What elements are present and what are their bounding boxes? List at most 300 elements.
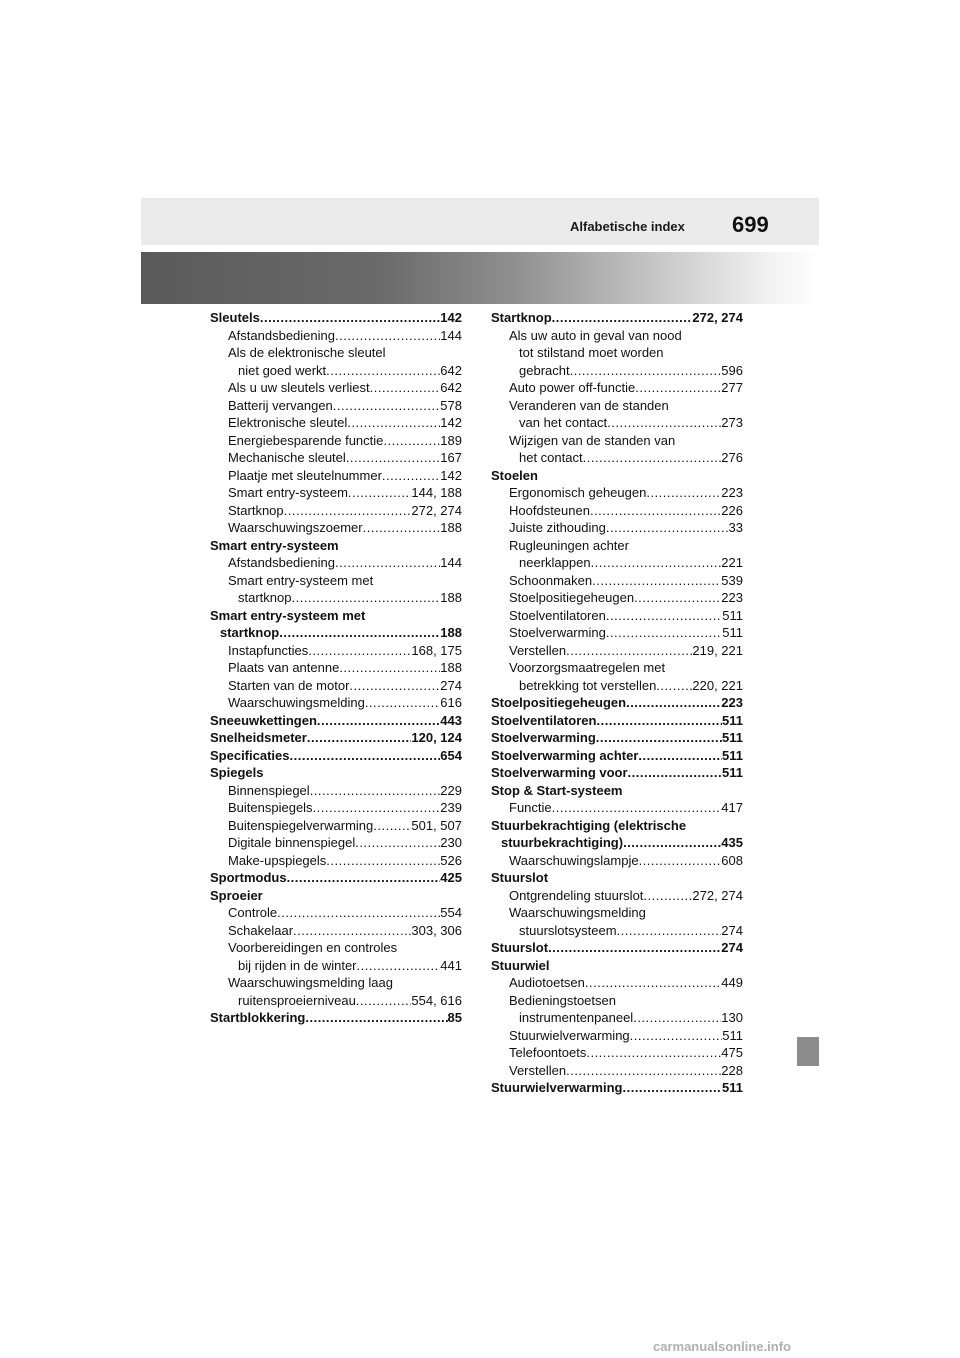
entry-page-ref: 188 [440,590,462,605]
entry-page-ref: 230 [440,835,462,850]
entry-page-ref: 272, 274 [692,887,743,903]
leader-dots [643,887,692,905]
index-heading [491,309,743,327]
entry-page-ref: 144 [440,327,462,343]
entry-text: Stoelventilatoren [509,607,606,623]
entry-text: stuurbekrachtiging) [501,835,624,850]
entry-page-ref: 221 [721,555,743,570]
index-subentry [210,974,462,992]
entry-text: Waarschuwingsmelding laag [228,975,393,990]
index-subentry [210,957,462,975]
gradient-banner [141,252,819,304]
leader-dots [357,957,441,975]
entry-text: Waarschuwingslampje [509,852,639,868]
entry-text: Smart entry-systeem met [210,607,366,623]
entry-text: Spiegels [210,765,264,780]
index-subentry [210,799,462,817]
leader-dots [548,939,721,957]
entry-text: Startknop [228,502,284,518]
leader-dots [349,677,440,695]
leader-dots [291,589,440,607]
index-subentry [491,589,743,607]
entry-text: Afstandsbediening [228,555,335,570]
entry-text: Make-upspiegels [228,852,327,868]
index-subentry [491,537,743,555]
entry-text: Plaatje met sleutelnummer [228,467,382,483]
entry-page-ref: 511 [722,607,743,623]
entry-text: Bedieningstoetsen [509,992,616,1008]
entry-text: Waarschuwingszoemer [228,520,363,535]
index-heading [210,607,462,625]
leader-dots [570,362,722,380]
leader-dots [607,414,721,432]
entry-text: Plaats van antenne [228,660,340,675]
leader-dots [596,712,722,730]
entry-page-ref: 274 [440,677,462,693]
index-heading [210,1009,462,1027]
index-column-left [210,309,462,1027]
index-subentry [491,624,743,642]
leader-dots [370,379,441,397]
leader-dots [596,729,722,747]
index-heading [491,712,743,730]
entry-text: Veranderen van de standen [509,397,669,413]
entry-text: Stoelpositiegeheugen [509,590,635,605]
leader-dots [634,589,721,607]
entry-text: Sportmodus [210,870,287,885]
index-heading [210,624,462,642]
entry-page-ref: 167 [440,450,462,465]
index-subentry [210,659,462,677]
leader-dots [373,817,411,835]
entry-text: Stuurslot [491,870,549,885]
index-subentry [491,1044,743,1062]
entry-text: Schoonmaken [509,572,593,588]
index-subentry [491,1027,743,1045]
leader-dots [606,607,722,625]
leader-dots [639,852,722,870]
entry-page-ref: 642 [440,362,462,378]
leader-dots [606,624,722,642]
index-subentry [491,1062,743,1080]
entry-page-ref: 142 [440,467,462,483]
entry-page-ref: 229 [440,782,462,798]
index-subentry [210,834,462,852]
index-heading [491,1079,743,1097]
index-subentry [491,397,743,415]
index-heading [491,764,743,782]
entry-page-ref: 144 [440,555,462,570]
entry-page-ref: 130 [721,1010,743,1025]
leader-dots [630,1027,723,1045]
leader-dots [287,869,441,887]
entry-page-ref: 554, 616 [411,992,462,1008]
entry-page-ref: 554 [440,905,462,920]
entry-page-ref: 273 [721,415,743,430]
entry-text: Stoelverwarming achter [491,747,639,763]
leader-dots [638,747,722,765]
entry-page-ref: 441 [440,957,462,973]
entry-page-ref: 443 [440,712,462,728]
entry-page-ref: 449 [721,975,743,990]
entry-page-ref: 219, 221 [692,642,743,658]
index-heading [491,747,743,765]
index-subentry [491,327,743,345]
index-subentry [210,397,462,415]
entry-page-ref: 511 [722,747,743,763]
index-subentry [210,904,462,922]
index-heading [210,747,462,765]
leader-dots [622,1079,722,1097]
entry-page-ref: 33 [728,520,743,535]
entry-text: Sleutels [210,310,260,325]
leader-dots [284,502,412,520]
index-subentry [491,379,743,397]
entry-page-ref: 223 [721,590,743,605]
leader-dots [585,974,721,992]
leader-dots [583,449,722,467]
entry-text: Stop & Start-systeem [491,782,623,798]
entry-text: Snelheidsmeter [210,730,307,745]
index-subentry [210,677,462,695]
entry-text: Stuurwielverwarming [491,1080,623,1095]
entry-text: bij rijden in de winter [238,957,357,973]
entry-page-ref: 303, 306 [411,922,462,938]
entry-text: Elektronische sleutel [228,415,348,430]
index-subentry [210,852,462,870]
entry-page-ref: 642 [440,380,462,395]
entry-text: Verstellen [509,642,567,658]
entry-page-ref: 120, 124 [411,730,462,745]
entry-page-ref: 511 [722,1080,743,1095]
entry-page-ref: 223 [721,485,743,500]
entry-text: Juiste zithouding [509,520,606,535]
index-subentry [210,939,462,957]
index-subentry [210,572,462,590]
leader-dots [617,922,722,940]
index-subentry [491,974,743,992]
leader-dots [307,729,412,747]
entry-text: stuurslotsysteem [519,922,617,938]
entry-page-ref: 616 [440,695,462,710]
leader-dots [566,1062,721,1080]
entry-text: Stoelverwarming [491,730,596,745]
entry-text: betrekking tot verstellen [519,677,657,693]
entry-text: gebracht [519,362,570,378]
leader-dots [347,414,440,432]
leader-dots [293,922,411,940]
leader-dots [646,484,721,502]
entry-page-ref: 475 [721,1045,743,1060]
entry-page-ref: 142 [440,415,462,430]
index-heading [491,939,743,957]
index-subentry [210,414,462,432]
entry-text: Stoelen [491,467,538,483]
index-subentry [491,1009,743,1027]
index-heading [491,694,743,712]
leader-dots [552,309,693,327]
index-heading [210,537,462,555]
entry-page-ref: 168, 175 [411,642,462,658]
entry-text: Sneeuwkettingen [210,712,317,728]
index-subentry [491,554,743,572]
entry-page-ref: 228 [721,1062,743,1078]
index-subentry [210,519,462,537]
index-subentry [491,922,743,940]
entry-text: Binnenspiegel [228,782,310,798]
leader-dots [365,694,440,712]
entry-text: Stuurbekrachtiging (elektrische [491,817,687,833]
leader-dots [310,782,441,800]
index-subentry [491,659,743,677]
entry-page-ref: 188 [440,625,462,640]
index-heading [491,729,743,747]
index-subentry [210,502,462,520]
leader-dots [308,642,411,660]
leader-dots [592,572,721,590]
entry-text: Waarschuwingsmelding [509,905,646,920]
entry-text: neerklappen [519,555,591,570]
index-subentry [210,642,462,660]
entry-text: Hoofdsteunen [509,502,590,518]
entry-text: startknop [238,590,292,605]
entry-text: tot stilstand moet worden [519,345,664,360]
leader-dots [566,642,692,660]
page-number: 699 [732,212,769,237]
entry-text: Audiotoetsen [509,975,585,990]
entry-text: Startknop [491,310,552,325]
entry-text: Smart entry-systeem [210,537,339,553]
entry-text: Stuurslot [491,940,549,955]
entry-page-ref: 188 [440,520,462,535]
index-subentry [210,817,462,835]
index-subentry [210,992,462,1010]
entry-page-ref: 425 [440,870,462,885]
index-subentry [491,642,743,660]
entry-page-ref: 578 [440,397,462,413]
index-subentry [491,449,743,467]
entry-text: Rugleuningen achter [509,537,629,553]
leader-dots [363,519,441,537]
index-subentry [491,344,743,362]
entry-page-ref: 276 [721,450,743,465]
entry-page-ref: 511 [722,712,743,728]
entry-text: Waarschuwingsmelding [228,695,365,710]
entry-page-ref: 220, 221 [692,677,743,693]
leader-dots [339,659,440,677]
index-subentry [491,852,743,870]
entry-text: Voorzorgsmaatregelen met [509,660,666,675]
entry-text: Ergonomisch geheugen [509,485,647,500]
leader-dots [317,712,440,730]
entry-text: Stoelpositiegeheugen [491,695,627,710]
index-heading [210,712,462,730]
entry-text: Smart entry-systeem met [228,572,374,588]
leader-dots [623,834,721,852]
index-subentry [210,782,462,800]
index-subentry [491,887,743,905]
index-subentry [491,799,743,817]
entry-page-ref: 511 [722,730,743,745]
leader-dots [279,624,440,642]
entry-page-ref: 511 [722,765,743,780]
index-subentry [491,904,743,922]
entry-page-ref: 272, 274 [411,502,462,518]
index-heading [491,957,743,975]
leader-dots [355,834,440,852]
entry-text: Energiebesparende functie [228,432,384,448]
entry-text: Sproeier [210,887,263,903]
leader-dots [586,1044,721,1062]
entry-text: Als uw auto in geval van nood [509,327,682,343]
index-heading [491,834,743,852]
entry-page-ref: 417 [721,800,743,815]
index-heading [491,467,743,485]
index-heading [210,764,462,782]
entry-text: Specificaties [210,747,290,763]
entry-text: Buitenspiegelverwarming [228,817,374,833]
entry-page-ref: 189 [440,432,462,448]
index-subentry [210,327,462,345]
leader-dots [348,484,411,502]
index-subentry [210,694,462,712]
entry-text: Ontgrendeling stuurslot [509,887,644,903]
leader-dots [277,904,440,922]
entry-page-ref: 85 [447,1010,462,1025]
entry-text: Batterij vervangen [228,397,333,413]
index-subentry [210,922,462,940]
leader-dots [635,379,721,397]
entry-text: Stoelverwarming voor [491,765,628,780]
index-column-right [491,309,743,1097]
index-heading [210,869,462,887]
index-subentry [210,379,462,397]
entry-page-ref: 277 [721,380,743,395]
entry-text: Telefoontoets [509,1045,587,1060]
entry-page-ref: 226 [721,502,743,518]
index-heading [491,782,743,800]
entry-page-ref: 274 [721,940,743,955]
leader-dots [383,432,440,450]
index-subentry [210,432,462,450]
entry-text: Afstandsbediening [228,327,335,343]
index-heading [491,869,743,887]
entry-text: Buitenspiegels [228,800,313,815]
leader-dots [335,327,440,345]
index-subentry [491,677,743,695]
leader-dots [633,1009,721,1027]
entry-page-ref: 501, 507 [411,817,462,833]
index-subentry [491,992,743,1010]
index-subentry [210,362,462,380]
leader-dots [656,677,692,695]
index-heading [210,887,462,905]
entry-page-ref: 435 [721,835,743,850]
header-band [141,198,819,245]
entry-text: Als u uw sleutels verliest [228,380,370,395]
leader-dots [382,467,440,485]
entry-text: van het contact [519,415,608,430]
index-subentry [491,414,743,432]
entry-page-ref: 272, 274 [692,310,743,325]
entry-text: Starten van de motor [228,677,350,693]
leader-dots [590,502,721,520]
leader-dots [552,799,722,817]
entry-text: instrumentenpaneel [519,1010,634,1025]
entry-text: Stuurwiel [491,957,550,973]
leader-dots [626,694,721,712]
entry-text: startknop [220,625,280,640]
index-heading [210,309,462,327]
leader-dots [290,747,441,765]
index-heading [491,817,743,835]
leader-dots [346,449,441,467]
entry-text: het contact [519,450,583,465]
index-subentry [491,572,743,590]
entry-text: Instapfuncties [228,642,309,658]
entry-page-ref: 608 [721,852,743,868]
entry-text: ruitensproeierniveau [238,992,356,1008]
section-title: Alfabetische index [570,219,685,234]
entry-text: Stoelventilatoren [491,712,597,728]
entry-text: niet goed werkt [238,362,327,378]
index-subentry [210,344,462,362]
leader-dots [260,309,440,327]
entry-page-ref: 596 [721,362,743,378]
leader-dots [333,397,441,415]
entry-text: Verstellen [509,1062,567,1078]
index-subentry [210,589,462,607]
entry-text: Functie [509,800,552,815]
index-subentry [491,607,743,625]
leader-dots [326,852,440,870]
entry-text: Controle [228,905,278,920]
index-subentry [210,467,462,485]
entry-page-ref: 144, 188 [411,485,462,500]
entry-page-ref: 274 [721,922,743,938]
index-heading [210,729,462,747]
index-subentry [491,432,743,450]
watermark-logo: carmanualsonline.info [653,1339,791,1354]
entry-text: Als de elektronische sleutel [228,345,386,360]
leader-dots [305,1009,447,1027]
entry-text: Stuurwielverwarming [509,1027,630,1043]
entry-text: Schakelaar [228,922,294,938]
index-subentry [491,502,743,520]
entry-text: Mechanische sleutel [228,450,346,465]
leader-dots [356,992,412,1010]
leader-dots [313,799,441,817]
index-subentry [210,484,462,502]
entry-page-ref: 511 [722,625,743,640]
entry-text: Digitale binnenspiegel [228,835,356,850]
entry-text: Startblokkering [210,1010,306,1025]
index-subentry [210,554,462,572]
leader-dots [335,554,440,572]
entry-page-ref: 654 [440,747,462,763]
entry-text: Stoelverwarming [509,625,606,640]
entry-text: Wijzigen van de standen van [509,432,676,448]
leader-dots [591,554,722,572]
entry-page-ref: 526 [440,852,462,868]
entry-page-ref: 539 [721,572,743,588]
entry-page-ref: 511 [722,1027,743,1043]
entry-text: Smart entry-systeem [228,485,348,500]
index-subentry [491,519,743,537]
entry-text: Auto power off-functie [509,380,636,395]
entry-page-ref: 188 [440,660,462,675]
index-subentry [210,449,462,467]
